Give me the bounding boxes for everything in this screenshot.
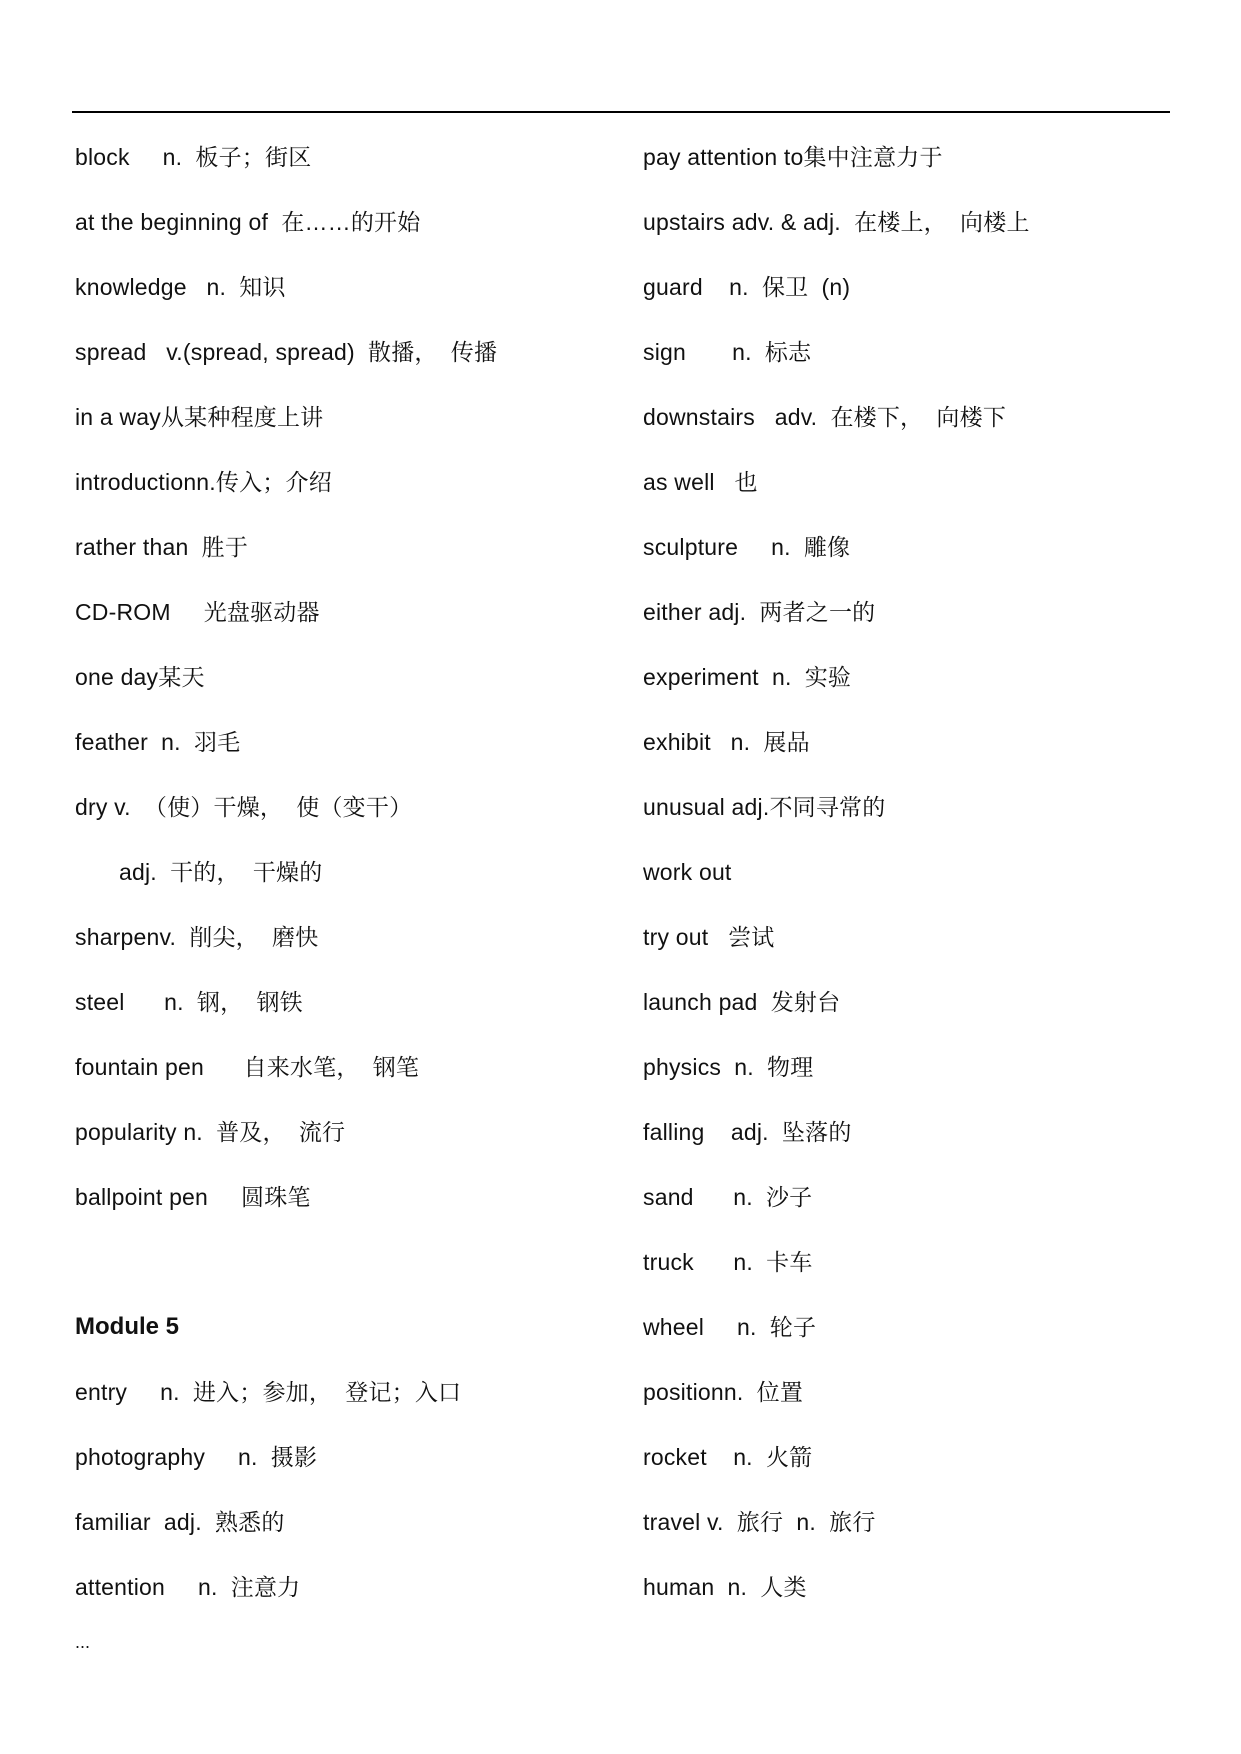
- vocab-entry: either adj. 两者之一的: [643, 599, 876, 625]
- vocab-entry: photography n. 摄影: [75, 1444, 318, 1470]
- vocab-entry: steel n. 钢， 钢铁: [75, 989, 303, 1015]
- vocab-entry: pay attention to集中注意力于: [643, 144, 943, 170]
- vocab-entry: in a way从某种程度上讲: [75, 404, 324, 430]
- vocab-entry: rather than 胜于: [75, 534, 249, 560]
- top-rule: [72, 111, 1170, 113]
- vocab-entry: exhibit n. 展品: [643, 729, 810, 755]
- vocab-entry: upstairs adv. & adj. 在楼上， 向楼上: [643, 209, 1030, 235]
- vocab-entry: guard n. 保卫 (n): [643, 274, 851, 300]
- vocab-entry: try out 尝试: [643, 924, 775, 950]
- page-continuation-ellipsis: ...: [75, 1632, 91, 1652]
- vocab-entry: wheel n. 轮子: [643, 1314, 817, 1340]
- vocab-entry: physics n. 物理: [643, 1054, 814, 1080]
- vocab-entry: dry v. （使）干燥， 使（变干）: [75, 794, 413, 820]
- vocab-entry: positionn. 位置: [643, 1379, 804, 1405]
- vocab-entry: spread v.(spread, spread) 散播， 传播: [75, 339, 498, 365]
- vocab-entry: ballpoint pen 圆珠笔: [75, 1184, 311, 1210]
- vocab-entry: entry n. 进入；参加， 登记；入口: [75, 1379, 462, 1405]
- vocab-entry: travel v. 旅行 n. 旅行: [643, 1509, 876, 1535]
- vocab-entry: launch pad 发射台: [643, 989, 841, 1015]
- vocab-entry: block n. 板子；街区: [75, 144, 312, 170]
- vocab-entry-continuation: adj. 干的， 干燥的: [119, 859, 323, 885]
- vocab-entry: familiar adj. 熟悉的: [75, 1509, 285, 1535]
- vocab-entry: sharpenv. 削尖， 磨快: [75, 924, 319, 950]
- vocab-entry: experiment n. 实验: [643, 664, 852, 690]
- vocab-entry: at the beginning of 在……的开始: [75, 209, 421, 235]
- vocab-entry: sculpture n. 雕像: [643, 534, 851, 560]
- vocab-entry: popularity n. 普及， 流行: [75, 1119, 346, 1145]
- vocab-entry: rocket n. 火箭: [643, 1444, 813, 1470]
- vocab-entry: truck n. 卡车: [643, 1249, 813, 1275]
- vocab-entry: sign n. 标志: [643, 339, 812, 365]
- vocab-entry: one day某天: [75, 664, 205, 690]
- vocab-entry: as well 也: [643, 469, 758, 495]
- vocab-entry: downstairs adv. 在楼下， 向楼下: [643, 404, 1007, 430]
- vocab-entry: feather n. 羽毛: [75, 729, 241, 755]
- vocab-entry: knowledge n. 知识: [75, 274, 286, 300]
- vocab-entry: attention n. 注意力: [75, 1574, 301, 1600]
- vocab-entry: introductionn.传入；介绍: [75, 469, 332, 495]
- module-heading: Module 5: [75, 1313, 180, 1340]
- vocab-entry: unusual adj.不同寻常的: [643, 794, 886, 820]
- vocab-entry: CD-ROM 光盘驱动器: [75, 599, 320, 625]
- vocab-entry: sand n. 沙子: [643, 1184, 813, 1210]
- vocab-entry: falling adj. 坠落的: [643, 1119, 852, 1145]
- vocab-entry: human n. 人类: [643, 1574, 807, 1600]
- vocab-entry: fountain pen 自来水笔， 钢笔: [75, 1054, 420, 1080]
- vocab-entry: work out: [643, 859, 732, 885]
